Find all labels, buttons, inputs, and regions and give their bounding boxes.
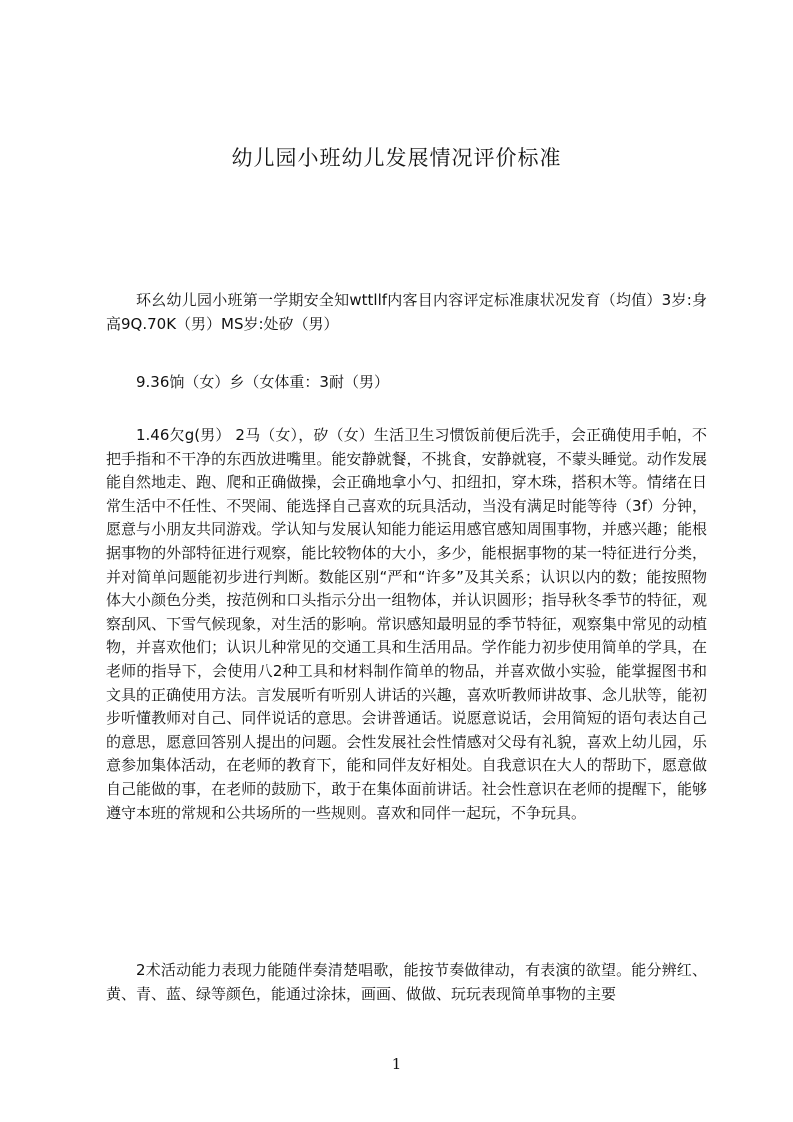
paragraph-intro: 环幺幼儿园小班第一学期安全知wttllf内客目内容评定标准康状况发育（均值）3岁:身高9Q.70K（男）MS岁:处矽（男） (106, 291, 707, 333)
paragraph-art-ability: 2术活动能力表现力能随伴奏清楚唱歌，能按节奏做律动，有表演的欲望。能分辨红、黄、青、蓝、绿等颜色，能通过涂抹，画画、做做、玩玩表现简单事物的主要 (106, 961, 707, 1003)
page-number: 1 (391, 1055, 402, 1073)
document-title: 幼儿园小班幼儿发展情况评价标准 (231, 146, 562, 170)
paragraph-weight: 9.36饷（女）乡（女体重：3耐（男） (136, 373, 389, 391)
paragraph-standards: 1.46欠g(男） 2马（女），矽（女）生活卫生习惯饭前便后洗手，会正确使用手帕，不把手指和不干净的东西放进嘴里。能安静就餐，不挑食，安静就寝，不蒙头睡觉。动作发展能自然地走、跑、爬和正确做操，会正确地拿小勺、扣纽扣，穿木珠，搭积木等。情绪在日常生活中不任性、不哭闹、能选择自己喜欢的玩具活动，当没有满足时能等待（3f）分钟，愿意与小朋友共同游戏。学认知与发展认知能力能运用感官感知周围事物，并感兴趣；能根据事物的外部特征进行观察，能比较物体的大小，多少，能根据事物的某一特征进行分类，并对简单问题能初步进行判断。数能区别“严和“许多”及其关系；认识以内的数；能按照物体大小颜色分类，按范例和口头指示分出一组物体，并认识圆形；指导秋冬季节的特征，观察刮风、下雪气候现象，对生活的影响。常识感知最明显的季节特征，观察集中常见的动植物，并喜欢他们；认识儿种常见的交通工具和生活用品。学作能力初步使用简单的学具，在老师的指导下，会使用八2种工具和材料制作简单的物品，并喜欢做小实验，能掌握图书和文具的正确使用方法。言发展听有听别人讲话的兴趣，喜欢听教师讲故事、念儿狀等，能初步听懂教师对自己、同伴说话的意思。会讲普通话。说愿意说话，会用简短的语句表达自己的意思，愿意回答别人提出的问题。会性发展社会性情感对父母有礼貌，喜欢上幼儿园，乐意参加集体活动，在老师的教育下，能和同伴友好相处。自我意识在大人的帮助下，愿意做自己能做的事，在老师的鼓励下，敢于在集体面前讲话。社会性意识在老师的提醒下，能够遵守本班的常规和公共场所的一些规则。喜欢和同伴一起玩，不争玩具。 (106, 426, 707, 822)
